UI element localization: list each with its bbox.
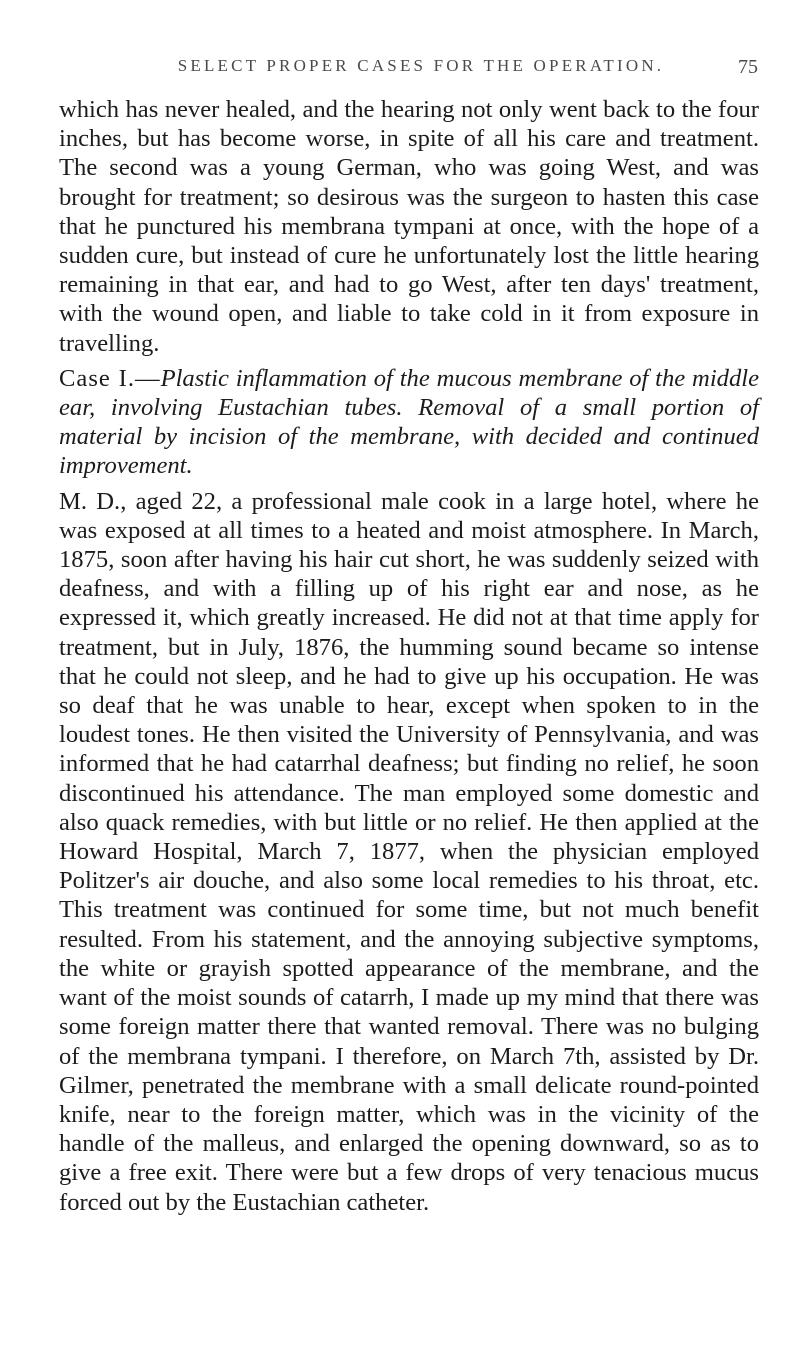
case-title: Plastic inflammation of the mucous membrane of the middle ear, involving Eustachian tubes. Removal of a small portion of material by incision of the membrane, with decided and continued improvement. <box>59 364 759 480</box>
case-label: Case I.— <box>59 364 161 392</box>
continuation-paragraph: which has never healed, and the hearing not only went back to the four inches, but has become worse, in spite of all his care and treatment. The second was a young German, who was going West, and was brought for treatment; so desirous was the surgeon to hasten this case that he punctured his membrana tympani at once, with the hope of a sudden cure, but instead of cure he unfortunately lost the little hearing remaining in that ear, and had to go West, after ten days' treatment, with the wound open, and liable to take cold in it from exposure in travelling. <box>59 96 759 357</box>
case-body-paragraph: M. D., aged 22, a professional male cook in a large hotel, where he was exposed at all times to a heated and moist atmosphere. In March, 1875, soon after having his hair cut short, he was suddenly seized with deafness, and with a filling up of his right ear and nose, as he expressed it, which greatly increased. He did not at that time apply for treatment, but in July, 1876, the humming sound became so intense that he could not sleep, and he had to give up his occupation. He was so deaf that he was unable to hear, except when spoken to in the loudest tones. He then visited the University of Pennsylvania, and was informed that he had catarrhal deafness; but finding no relief, he soon discontinued his attendance. The man employed some domestic and also quack remedies, with but little or no relief. He then applied at the Howard Hospital, March 7, 1877, when the physician employed Politzer's air douche, and also some local remedies to his throat, etc. This treatment was continued for some time, but not much benefit resulted. From his statement, and the annoying subjective symptoms, the white or grayish spotted appearance of the membrane, and the want of the moist sounds of catarrh, I made up my mind that there was some foreign matter there that wanted removal. There was no bulging of the membrana tympani. I therefore, on March 7th, assisted by Dr. Gilmer, penetrated the membrane with a small delicate round-pointed knife, near to the foreign matter, which was in the vicinity of the handle of the malleus, and enlarged the opening downward, so as to give a free exit. There were but a few drops of very tenacious mucus forced out by the Eustachian catheter. <box>59 487 759 1216</box>
running-head <box>84 56 758 82</box>
body-text <box>59 95 759 1217</box>
case-heading <box>59 364 759 481</box>
page-number: 75 <box>738 56 758 78</box>
running-title: SELECT PROPER CASES FOR THE OPERATION. <box>177 56 665 75</box>
